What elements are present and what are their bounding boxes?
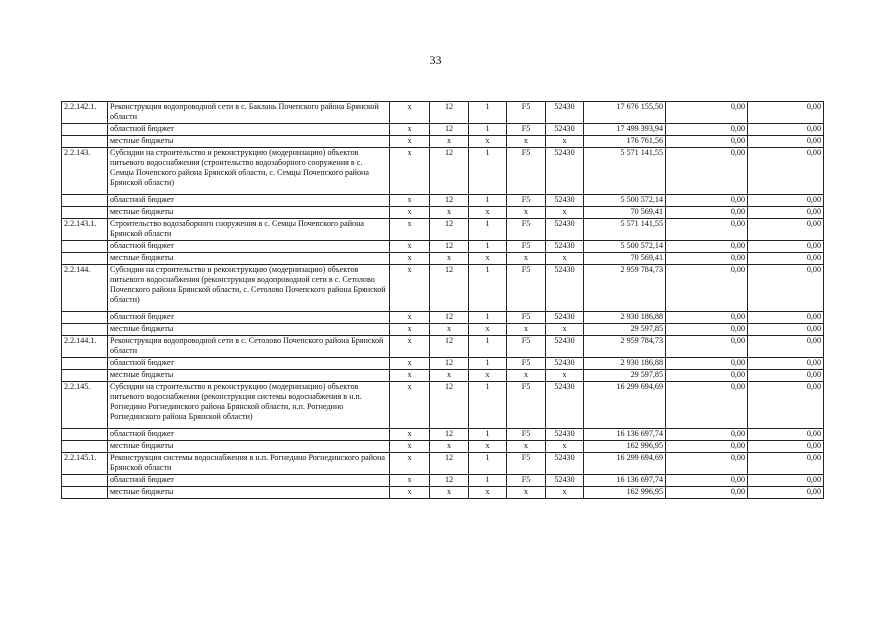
code-cell: 52430 bbox=[546, 336, 584, 358]
table-row bbox=[62, 441, 824, 453]
amount-cell: 0,00 bbox=[748, 241, 824, 253]
amount-cell: 16 299 694,69 bbox=[584, 453, 666, 475]
code-cell: F5 bbox=[507, 382, 546, 429]
table-row bbox=[62, 136, 824, 148]
row-number bbox=[62, 487, 108, 499]
code-cell: x bbox=[507, 324, 546, 336]
code-cell: x bbox=[390, 382, 430, 429]
code-cell: F5 bbox=[507, 195, 546, 207]
code-cell: F5 bbox=[507, 148, 546, 195]
row-number bbox=[62, 124, 108, 136]
table-row bbox=[62, 102, 824, 124]
row-name: местные бюджеты bbox=[108, 324, 390, 336]
row-number bbox=[62, 475, 108, 487]
code-cell: 52430 bbox=[546, 241, 584, 253]
row-number bbox=[62, 241, 108, 253]
code-cell: x bbox=[390, 102, 430, 124]
amount-cell: 5 500 572,14 bbox=[584, 195, 666, 207]
code-cell: 12 bbox=[430, 195, 469, 207]
row-name: Субсидии на строительство и реконструкцию (модернизацию) объектов питьевого водоснабжения (реконструкция водопроводной сети в с. Сетолово Почепского района Брянской области, с. Сетолово Почепского района Брянской области) bbox=[108, 265, 390, 312]
code-cell: x bbox=[390, 253, 430, 265]
code-cell: x bbox=[430, 370, 469, 382]
row-name: местные бюджеты bbox=[108, 370, 390, 382]
code-cell: x bbox=[469, 487, 507, 499]
table-row bbox=[62, 358, 824, 370]
code-cell: x bbox=[390, 336, 430, 358]
row-name: Субсидии на строительство и реконструкцию (модернизацию) объектов питьевого водоснабжения (реконструкция системы водоснабжения в н.п. Рогнедино Рогнединского района Брянской области, н.п. Рогнедино Рогнединского района Брянской области) bbox=[108, 382, 390, 429]
code-cell: x bbox=[546, 487, 584, 499]
code-cell: 52430 bbox=[546, 453, 584, 475]
row-name: Строительство водозаборного сооружения в с. Семцы Почепского района Брянской области bbox=[108, 219, 390, 241]
code-cell: 12 bbox=[430, 475, 469, 487]
amount-cell: 2 930 186,88 bbox=[584, 312, 666, 324]
budget-table bbox=[61, 101, 824, 499]
code-cell: 12 bbox=[430, 219, 469, 241]
row-number: 2.2.142.1. bbox=[62, 102, 108, 124]
amount-cell: 2 930 186,88 bbox=[584, 358, 666, 370]
code-cell: 52430 bbox=[546, 265, 584, 312]
row-name: Реконструкция водопроводной сети в с. Сетолово Почепского района Брянской области bbox=[108, 336, 390, 358]
row-name: Реконструкция системы водоснабжения в н.п. Рогнедино Рогнединского района Брянской области bbox=[108, 453, 390, 475]
code-cell: x bbox=[469, 324, 507, 336]
amount-cell: 29 597,85 bbox=[584, 324, 666, 336]
row-name: местные бюджеты bbox=[108, 441, 390, 453]
amount-cell: 17 499 393,94 bbox=[584, 124, 666, 136]
amount-cell: 16 136 697,74 bbox=[584, 429, 666, 441]
code-cell: x bbox=[390, 241, 430, 253]
code-cell: x bbox=[546, 207, 584, 219]
code-cell: 12 bbox=[430, 312, 469, 324]
code-cell: 1 bbox=[469, 312, 507, 324]
code-cell: x bbox=[546, 324, 584, 336]
table-row bbox=[62, 429, 824, 441]
amount-cell: 70 569,41 bbox=[584, 207, 666, 219]
code-cell: F5 bbox=[507, 453, 546, 475]
row-number bbox=[62, 312, 108, 324]
amount-cell: 0,00 bbox=[748, 358, 824, 370]
code-cell: x bbox=[390, 207, 430, 219]
row-number: 2.2.143.1. bbox=[62, 219, 108, 241]
code-cell: x bbox=[507, 487, 546, 499]
row-name: областной бюджет bbox=[108, 195, 390, 207]
table-row bbox=[62, 195, 824, 207]
amount-cell: 0,00 bbox=[666, 265, 748, 312]
amount-cell: 0,00 bbox=[748, 370, 824, 382]
row-name: местные бюджеты bbox=[108, 253, 390, 265]
code-cell: 52430 bbox=[546, 429, 584, 441]
code-cell: 12 bbox=[430, 148, 469, 195]
row-number bbox=[62, 441, 108, 453]
amount-cell: 0,00 bbox=[748, 253, 824, 265]
code-cell: x bbox=[469, 136, 507, 148]
code-cell: 12 bbox=[430, 358, 469, 370]
amount-cell: 0,00 bbox=[666, 382, 748, 429]
amount-cell: 0,00 bbox=[748, 382, 824, 429]
code-cell: 1 bbox=[469, 429, 507, 441]
amount-cell: 0,00 bbox=[666, 241, 748, 253]
code-cell: F5 bbox=[507, 124, 546, 136]
amount-cell: 0,00 bbox=[666, 102, 748, 124]
code-cell: 52430 bbox=[546, 148, 584, 195]
amount-cell: 0,00 bbox=[666, 253, 748, 265]
code-cell: x bbox=[546, 370, 584, 382]
code-cell: x bbox=[430, 324, 469, 336]
table-row bbox=[62, 312, 824, 324]
row-name: областной бюджет bbox=[108, 358, 390, 370]
code-cell: 1 bbox=[469, 241, 507, 253]
code-cell: 1 bbox=[469, 453, 507, 475]
code-cell: x bbox=[390, 219, 430, 241]
amount-cell: 0,00 bbox=[666, 429, 748, 441]
amount-cell: 0,00 bbox=[748, 207, 824, 219]
row-name: областной бюджет bbox=[108, 475, 390, 487]
code-cell: 1 bbox=[469, 219, 507, 241]
amount-cell: 0,00 bbox=[666, 370, 748, 382]
code-cell: 12 bbox=[430, 336, 469, 358]
code-cell: x bbox=[507, 441, 546, 453]
code-cell: x bbox=[390, 136, 430, 148]
code-cell: x bbox=[390, 195, 430, 207]
amount-cell: 70 569,41 bbox=[584, 253, 666, 265]
code-cell: 1 bbox=[469, 195, 507, 207]
amount-cell: 2 959 784,73 bbox=[584, 336, 666, 358]
code-cell: 52430 bbox=[546, 382, 584, 429]
code-cell: F5 bbox=[507, 102, 546, 124]
amount-cell: 5 500 572,14 bbox=[584, 241, 666, 253]
table-row bbox=[62, 382, 824, 429]
code-cell: x bbox=[390, 475, 430, 487]
row-number: 2.2.143. bbox=[62, 148, 108, 195]
code-cell: 52430 bbox=[546, 124, 584, 136]
code-cell: 12 bbox=[430, 265, 469, 312]
amount-cell: 162 996,95 bbox=[584, 441, 666, 453]
amount-cell: 0,00 bbox=[748, 336, 824, 358]
row-name: Реконструкция водопроводной сети в с. Баклань Почепского района Брянской области bbox=[108, 102, 390, 124]
amount-cell: 5 571 141,55 bbox=[584, 148, 666, 195]
code-cell: 52430 bbox=[546, 219, 584, 241]
amount-cell: 0,00 bbox=[748, 136, 824, 148]
code-cell: x bbox=[390, 124, 430, 136]
amount-cell: 0,00 bbox=[748, 102, 824, 124]
amount-cell: 0,00 bbox=[748, 195, 824, 207]
row-name: областной бюджет bbox=[108, 241, 390, 253]
code-cell: F5 bbox=[507, 219, 546, 241]
code-cell: x bbox=[390, 429, 430, 441]
code-cell: x bbox=[430, 441, 469, 453]
code-cell: x bbox=[546, 441, 584, 453]
code-cell: x bbox=[390, 370, 430, 382]
page-number: 33 bbox=[429, 53, 442, 67]
row-number bbox=[62, 429, 108, 441]
row-number: 2.2.144. bbox=[62, 265, 108, 312]
amount-cell: 0,00 bbox=[748, 429, 824, 441]
code-cell: x bbox=[469, 253, 507, 265]
code-cell: F5 bbox=[507, 475, 546, 487]
code-cell: 1 bbox=[469, 358, 507, 370]
code-cell: 1 bbox=[469, 336, 507, 358]
code-cell: x bbox=[390, 265, 430, 312]
amount-cell: 2 959 784,73 bbox=[584, 265, 666, 312]
code-cell: x bbox=[507, 370, 546, 382]
code-cell: x bbox=[546, 253, 584, 265]
code-cell: x bbox=[469, 441, 507, 453]
amount-cell: 0,00 bbox=[748, 124, 824, 136]
code-cell: x bbox=[469, 207, 507, 219]
code-cell: 52430 bbox=[546, 195, 584, 207]
table-row bbox=[62, 370, 824, 382]
amount-cell: 29 597,85 bbox=[584, 370, 666, 382]
table-row bbox=[62, 324, 824, 336]
row-number bbox=[62, 370, 108, 382]
code-cell: 12 bbox=[430, 124, 469, 136]
amount-cell: 0,00 bbox=[748, 487, 824, 499]
row-name: областной бюджет bbox=[108, 429, 390, 441]
row-number bbox=[62, 207, 108, 219]
amount-cell: 16 299 694,69 bbox=[584, 382, 666, 429]
code-cell: 12 bbox=[430, 382, 469, 429]
code-cell: 1 bbox=[469, 382, 507, 429]
amount-cell: 0,00 bbox=[748, 312, 824, 324]
row-name: областной бюджет bbox=[108, 124, 390, 136]
code-cell: x bbox=[390, 148, 430, 195]
amount-cell: 0,00 bbox=[748, 265, 824, 312]
code-cell: x bbox=[546, 136, 584, 148]
code-cell: x bbox=[430, 487, 469, 499]
row-name: областной бюджет bbox=[108, 312, 390, 324]
code-cell: 52430 bbox=[546, 475, 584, 487]
code-cell: x bbox=[390, 487, 430, 499]
amount-cell: 0,00 bbox=[666, 124, 748, 136]
row-number bbox=[62, 195, 108, 207]
table-row bbox=[62, 148, 824, 195]
code-cell: x bbox=[390, 453, 430, 475]
amount-cell: 16 136 697,74 bbox=[584, 475, 666, 487]
code-cell: x bbox=[390, 441, 430, 453]
amount-cell: 0,00 bbox=[748, 219, 824, 241]
row-name: Субсидии на строительство и реконструкцию (модернизацию) объектов питьевого водоснабжения (строительство водозаборного сооружения в с. Семцы Почепского района Брянской области, с. Семцы Почепского района Брянской области) bbox=[108, 148, 390, 195]
amount-cell: 0,00 bbox=[666, 358, 748, 370]
code-cell: 52430 bbox=[546, 358, 584, 370]
amount-cell: 0,00 bbox=[666, 336, 748, 358]
row-number: 2.2.145. bbox=[62, 382, 108, 429]
code-cell: x bbox=[430, 136, 469, 148]
code-cell: x bbox=[390, 358, 430, 370]
amount-cell: 0,00 bbox=[666, 136, 748, 148]
code-cell: x bbox=[507, 253, 546, 265]
row-name: местные бюджеты bbox=[108, 487, 390, 499]
row-name: местные бюджеты bbox=[108, 207, 390, 219]
amount-cell: 5 571 141,55 bbox=[584, 219, 666, 241]
code-cell: 1 bbox=[469, 124, 507, 136]
table-row bbox=[62, 265, 824, 312]
table-row bbox=[62, 241, 824, 253]
code-cell: F5 bbox=[507, 336, 546, 358]
amount-cell: 0,00 bbox=[666, 487, 748, 499]
amount-cell: 0,00 bbox=[666, 312, 748, 324]
code-cell: x bbox=[390, 324, 430, 336]
amount-cell: 0,00 bbox=[666, 453, 748, 475]
table-row bbox=[62, 124, 824, 136]
table-row bbox=[62, 475, 824, 487]
amount-cell: 0,00 bbox=[748, 441, 824, 453]
code-cell: x bbox=[507, 136, 546, 148]
code-cell: x bbox=[469, 370, 507, 382]
table-row bbox=[62, 253, 824, 265]
amount-cell: 0,00 bbox=[666, 219, 748, 241]
amount-cell: 0,00 bbox=[666, 324, 748, 336]
table-row bbox=[62, 336, 824, 358]
code-cell: 52430 bbox=[546, 312, 584, 324]
amount-cell: 0,00 bbox=[666, 441, 748, 453]
amount-cell: 0,00 bbox=[666, 195, 748, 207]
code-cell: x bbox=[390, 312, 430, 324]
row-number: 2.2.144.1. bbox=[62, 336, 108, 358]
row-number: 2.2.145.1. bbox=[62, 453, 108, 475]
table-row bbox=[62, 219, 824, 241]
code-cell: F5 bbox=[507, 312, 546, 324]
code-cell: 12 bbox=[430, 241, 469, 253]
amount-cell: 0,00 bbox=[748, 148, 824, 195]
amount-cell: 0,00 bbox=[666, 475, 748, 487]
code-cell: 1 bbox=[469, 265, 507, 312]
code-cell: F5 bbox=[507, 429, 546, 441]
code-cell: 12 bbox=[430, 429, 469, 441]
row-name: местные бюджеты bbox=[108, 136, 390, 148]
code-cell: F5 bbox=[507, 241, 546, 253]
code-cell: F5 bbox=[507, 358, 546, 370]
amount-cell: 0,00 bbox=[748, 324, 824, 336]
amount-cell: 162 996,95 bbox=[584, 487, 666, 499]
row-number bbox=[62, 253, 108, 265]
code-cell: F5 bbox=[507, 265, 546, 312]
code-cell: 52430 bbox=[546, 102, 584, 124]
amount-cell: 176 761,56 bbox=[584, 136, 666, 148]
code-cell: 1 bbox=[469, 102, 507, 124]
code-cell: x bbox=[430, 253, 469, 265]
table-row bbox=[62, 207, 824, 219]
row-number bbox=[62, 136, 108, 148]
code-cell: 12 bbox=[430, 453, 469, 475]
code-cell: x bbox=[507, 207, 546, 219]
amount-cell: 0,00 bbox=[666, 207, 748, 219]
code-cell: 1 bbox=[469, 148, 507, 195]
amount-cell: 0,00 bbox=[748, 453, 824, 475]
amount-cell: 0,00 bbox=[748, 475, 824, 487]
table-row bbox=[62, 453, 824, 475]
row-number bbox=[62, 358, 108, 370]
amount-cell: 0,00 bbox=[666, 148, 748, 195]
table-row bbox=[62, 487, 824, 499]
amount-cell: 17 676 155,50 bbox=[584, 102, 666, 124]
code-cell: 12 bbox=[430, 102, 469, 124]
code-cell: 1 bbox=[469, 475, 507, 487]
table-body bbox=[62, 102, 824, 499]
row-number bbox=[62, 324, 108, 336]
code-cell: x bbox=[430, 207, 469, 219]
